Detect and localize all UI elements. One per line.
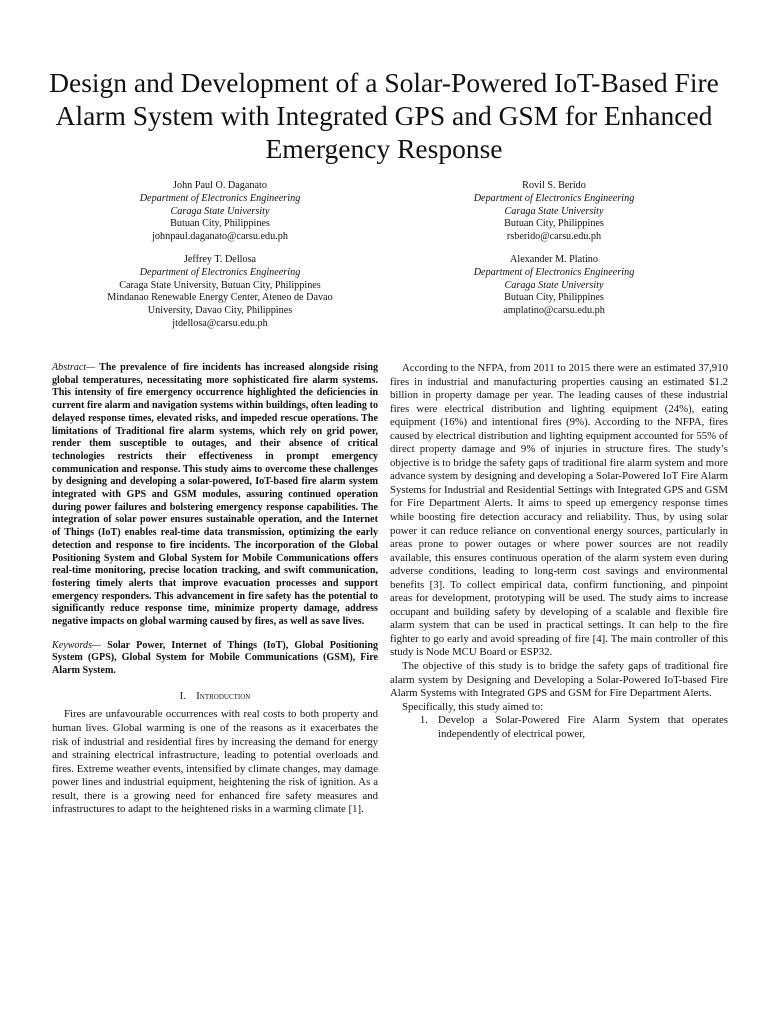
author-name: Alexander M. Platino: [510, 254, 598, 265]
author-affil: Mindanao Renewable Energy Center, Ateneo de Davao: [107, 292, 333, 304]
author-univ: Caraga State University: [504, 205, 604, 217]
keywords-lead: Keywords—: [52, 639, 101, 651]
author-block: [40, 180, 728, 330]
author-affil: University, Davao City, Philippines: [147, 305, 293, 317]
abstract-lead: Abstract—: [52, 362, 96, 373]
left-column: [52, 362, 378, 820]
author-email: amplatino@carsu.edu.ph: [503, 305, 605, 317]
author-city: Butuan City, Philippines: [504, 292, 604, 304]
author-1: [70, 180, 370, 244]
author-city: Butuan City, Philippines: [504, 218, 604, 230]
objective-item-1: [390, 714, 728, 741]
author-email: johnpaul.daganato@carsu.edu.ph: [152, 231, 288, 243]
intro-paragraph-2: According to the NFPA, from 2011 to 2015 there were an estimated 37,910 fires in industrial and manufacturing properties causing an estimated $1.2 billion in property damage per year. The leading causes of these industrial fires were electrical distribution and lighting equipment (24%), eating equipment (16%) and intentional fires (9%). According to the NFPA, fires caused by electrical distribution and lighting equipment accounted for 55% of direct property damage and 9% of injuries in structure fires. The study’s objective is to bridge the safety gaps of traditional fire alarm system and more advance system by designing and developing a Solar-Powered IoT Fire Alarm Systems for Industrial and Residential Settings with Integrated GPS and GSM for Fire Department Alerts. It aims to speed up emergency response times while boosting fire detection accuracy and reliability. Thus, by using solar power it can reduce reliance on conventional energy sources, particularly in areas prone to power outages or where power sources are not readily available, this ensures continuous operation of the alarm system even during adverse conditions, leading to long-term cost savings and environmental benefits [3]. To collect empirical data, confirm functioning, and pinpoint areas for development, prototyping will be used. The study aims to increase occupant and building safety by developing of a scalable and flexible fire alarm system that can be used in practical settings. It can help to the fire fighter to go early and avoid spreading of fire [4]. The main controller of this study is Node MCU Board or ESP32.: [390, 362, 728, 659]
section-heading-introduction: [52, 690, 378, 704]
author-4: [404, 254, 704, 318]
author-dept: Department of Electronics Engineering: [473, 192, 635, 204]
section-number: I.: [179, 690, 186, 702]
abstract-text: The prevalence of fire incidents has increased alongside rising global temperatures, necessitating more sophisticated fire alarm systems. This intensity of fire emergency occurrence highlighted the deficiencies in current fire alarm and navigation systems within buildings, often leading to delayed response times, elevated risks, and impeded rescue operations. The limitations of Traditional fire alarm systems, which rely on grid power, render them susceptible to outages, and their absence of critical technologies restricts their effectiveness in prompt emergency communication and response. This study aims to overcome these challenges by designing and developing a solar-powered, IoT-based fire alarm system integrated with GPS and GSM modules, assuring continued operation during power failures and bolstering emergency response capabilities. The integration of solar power ensures sustainable operation, and the Internet of Things (IoT) enables real-time data transmission, optimizing the early detection and response to fire incidents. The incorporation of the Global Positioning System and Global System for Mobile Communications offers real-time monitoring, precise location tracking, and swift communication, fostering timely alerts that improve evacuation processes and support emergency responders. This advancement in fire safety has the potential to significantly reduce response time, minimize property damage, address negative impacts on global warming caused by fires, as well as save lives.: [52, 362, 378, 628]
keywords: [52, 640, 378, 678]
objective-text: Develop a Solar-Powered Fire Alarm System that operates independently of electrical power,: [438, 714, 728, 740]
author-name: Jeffrey T. Dellosa: [183, 254, 257, 265]
intro-paragraph-1: Fires are unfavourable occurrences with real costs to both property and human lives. Global warming is one of the reasons as it exacerbates the risk of industrial and residential fires by increasing the demand for energy and straining electrical infrastructure, leading to potential overloads and fires. Extreme weather events, intensified by climate changes, may damage power lines and industrial equipment, heightening the risk of ignition. As a result, there is a growing need for enhanced fire safety measures and infrastructures to adapt to the heightened risks in a warming climate [1].: [52, 708, 378, 816]
keywords-text: Solar Power, Internet of Things (IoT), Global Positioning System (GPS), Global System for Mobile Communications (GSM), Fire Alarm System.: [52, 639, 378, 677]
author-affil: Caraga State University, Butuan City, Philippines: [119, 279, 321, 291]
author-name: John Paul O. Daganato: [173, 180, 267, 191]
author-dept: Department of Electronics Engineering: [473, 266, 635, 278]
author-2: [404, 180, 704, 244]
author-dept: Department of Electronics Engineering: [139, 192, 301, 204]
author-email: jtdellosa@carsu.edu.ph: [172, 317, 268, 329]
objective-number: 1.: [419, 714, 428, 727]
author-name: Rovil S. Berido: [522, 180, 586, 191]
author-univ: Caraga State University: [170, 205, 270, 217]
author-3: [70, 254, 370, 331]
author-dept: Department of Electronics Engineering: [139, 266, 301, 278]
paper-title: Design and Development of a Solar-Powered IoT-Based Fire Alarm System with Integrated GPS and GSM for Enhanced Emergency Response: [49, 67, 719, 164]
abstract: [52, 362, 378, 629]
section-title: Introduction: [196, 690, 251, 702]
right-column: [390, 362, 728, 741]
author-email: rsberido@carsu.edu.ph: [506, 231, 602, 243]
author-city: Butuan City, Philippines: [170, 218, 270, 230]
author-univ: Caraga State University: [504, 279, 604, 291]
intro-paragraph-3: The objective of this study is to bridge the safety gaps of traditional fire alarm system by Designing and Developing a Solar-Powered IoT-based Fire Alarm Systems with Integrated GPS and GSM for Fire Department Alerts.: [390, 660, 728, 700]
intro-paragraph-4: Specifically, this study aimed to:: [402, 700, 544, 713]
